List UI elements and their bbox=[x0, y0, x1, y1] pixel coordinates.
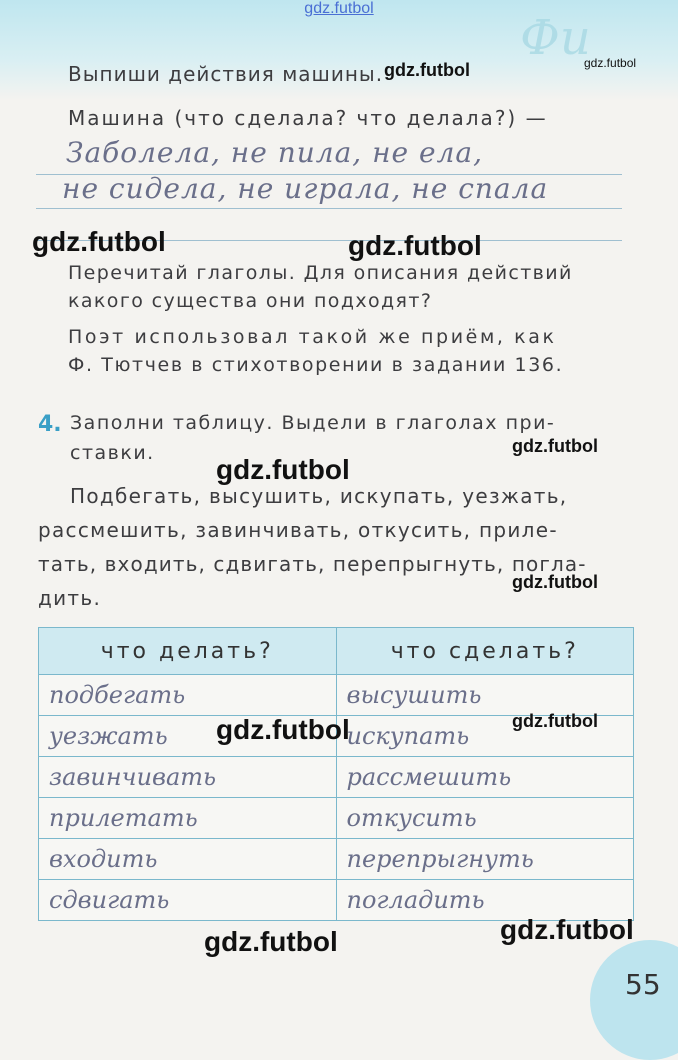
instruction-line: Выпиши действия машины. bbox=[68, 62, 384, 86]
table-row bbox=[39, 675, 634, 716]
verb-table bbox=[38, 627, 634, 921]
column-header-imperfective: что делать? bbox=[39, 628, 337, 675]
page-number: 55 bbox=[625, 968, 661, 1001]
watermark: gdz.futbol bbox=[512, 436, 598, 456]
table-cell: искупать bbox=[336, 716, 634, 757]
question-line: Машина (что сделала? что делала?) — bbox=[68, 106, 548, 130]
reread-line-2: какого существа они подходят? bbox=[68, 290, 433, 312]
table-row bbox=[39, 839, 634, 880]
watermark: gdz.futbol bbox=[512, 572, 598, 592]
column-header-perfective: что сделать? bbox=[336, 628, 634, 675]
word-list-line-2: рассмешить, завинчивать, откусить, приле- bbox=[38, 518, 558, 542]
table-cell: откусить bbox=[336, 798, 634, 839]
task-instruction-2: ставки. bbox=[70, 442, 155, 464]
task-number: 4. bbox=[38, 412, 62, 437]
reread-line-3: Поэт использовал такой же приём, как bbox=[68, 326, 557, 348]
answer-rule bbox=[36, 208, 622, 209]
watermark: gdz.futbol bbox=[216, 714, 350, 745]
table-row bbox=[39, 757, 634, 798]
watermark: gdz.futbol bbox=[32, 226, 166, 257]
word-list-line-1: Подбегать, высушить, искупать, уезжать, bbox=[70, 484, 568, 508]
table-cell: прилетать bbox=[39, 798, 337, 839]
table-row bbox=[39, 798, 634, 839]
watermark: gdz.futbol bbox=[500, 914, 634, 945]
watermark: gdz.futbol bbox=[216, 454, 350, 485]
reread-line-4: Ф. Тютчев в стихотворении в задании 136. bbox=[68, 354, 564, 376]
task-instruction-1: Заполни таблицу. Выдели в глаголах при- bbox=[70, 412, 556, 434]
table-cell: погладить bbox=[336, 880, 634, 921]
reread-line-1: Перечитай глаголы. Для описания действий bbox=[68, 262, 573, 284]
site-banner[interactable]: gdz.futbol bbox=[304, 0, 374, 17]
handwritten-answer-1: Заболела, не пила, не ела, bbox=[66, 136, 484, 169]
watermark: gdz.futbol bbox=[204, 926, 338, 957]
watermark: gdz.futbol bbox=[384, 60, 470, 80]
table-cell: сдвигать bbox=[39, 880, 337, 921]
watermark: gdz.futbol bbox=[584, 56, 637, 70]
watermark: gdz.futbol bbox=[512, 711, 598, 731]
handwritten-answer-2: не сидела, не играла, не спала bbox=[62, 172, 549, 205]
decorative-letters: Фи bbox=[520, 10, 591, 66]
table-header-row bbox=[39, 628, 634, 675]
table-cell: рассмешить bbox=[336, 757, 634, 798]
table-cell: входить bbox=[39, 839, 337, 880]
table-cell: высушить bbox=[336, 675, 634, 716]
word-list-line-3: тать, входить, сдвигать, перепрыгнуть, погла- bbox=[38, 552, 587, 576]
table-cell: уезжать bbox=[39, 716, 337, 757]
table-cell: подбегать bbox=[39, 675, 337, 716]
table-cell: завинчивать bbox=[39, 757, 337, 798]
word-list-line-4: дить. bbox=[38, 586, 102, 610]
watermark: gdz.futbol bbox=[348, 230, 482, 261]
table-cell: перепрыгнуть bbox=[336, 839, 634, 880]
